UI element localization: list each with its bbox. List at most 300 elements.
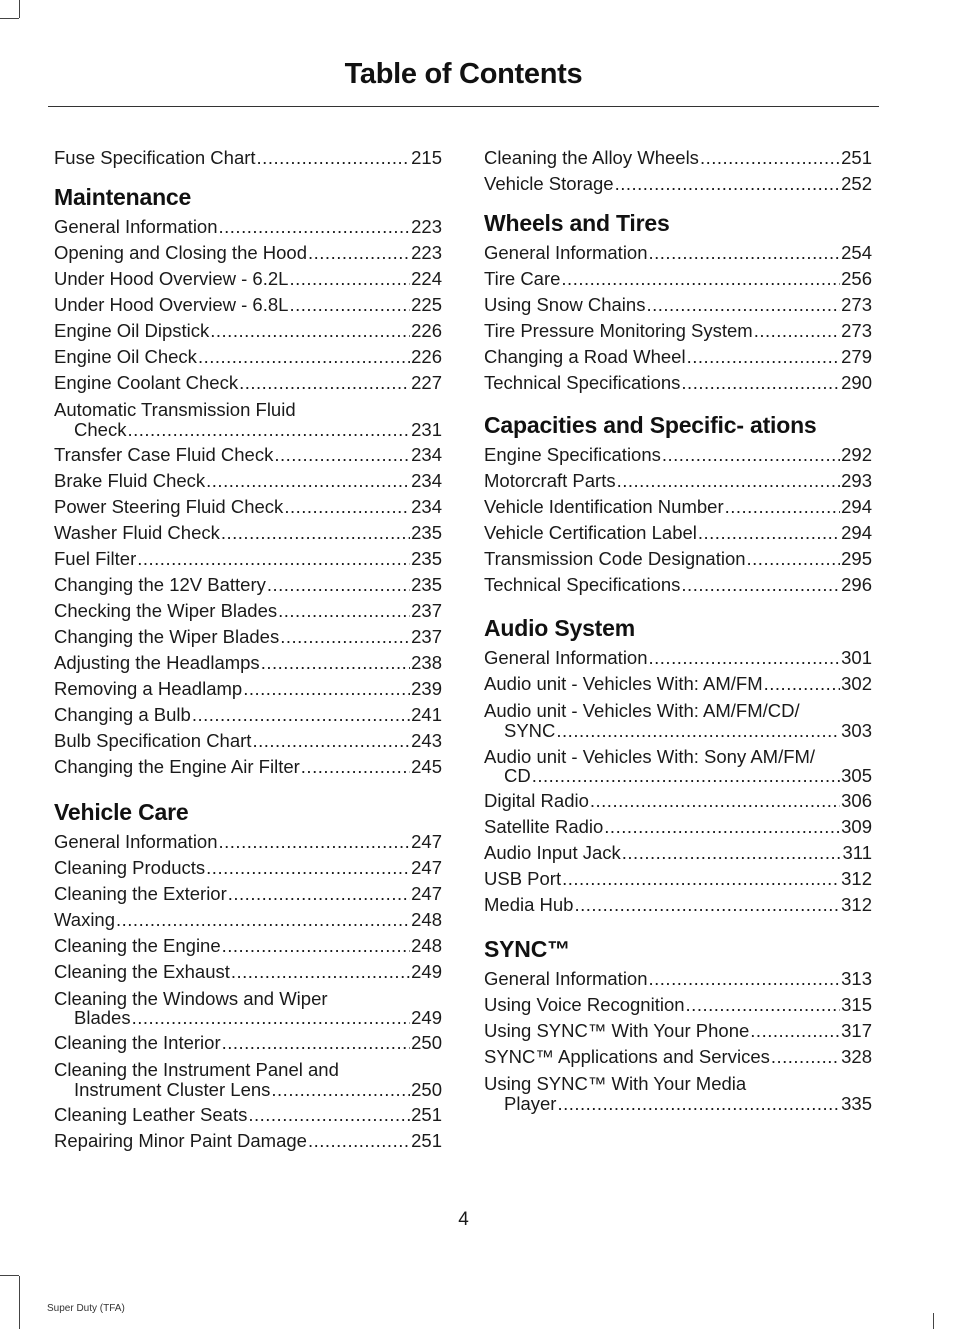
toc-entry[interactable] [484, 344, 872, 370]
toc-entry-row [54, 344, 442, 370]
toc-entry[interactable] [54, 145, 442, 171]
toc-entry-title: Opening and Closing the Hood [54, 242, 308, 263]
toc-section [54, 798, 442, 1154]
dot-leader [561, 266, 840, 292]
toc-entry-title: Washer Fluid Check [54, 521, 220, 543]
toc-entry-row [54, 624, 442, 650]
toc-entry-title: Instrument Cluster Lens [74, 1078, 271, 1100]
toc-entry[interactable] [54, 985, 442, 1031]
toc-entry-page: 273 [841, 294, 872, 315]
toc-entry[interactable] [54, 881, 442, 907]
toc-entry[interactable] [54, 933, 442, 959]
toc-entry[interactable] [54, 344, 442, 370]
toc-entry[interactable] [54, 1030, 442, 1056]
toc-entry-title: Brake Fluid Check [54, 469, 206, 491]
toc-entry[interactable] [54, 520, 442, 546]
toc-entry[interactable] [484, 572, 872, 598]
toc-entry[interactable] [54, 907, 442, 933]
dot-leader [557, 1094, 840, 1114]
dot-leader [747, 546, 841, 572]
toc-entry-row [54, 907, 442, 933]
toc-entry-page: 235 [411, 547, 442, 569]
toc-entry-row [484, 966, 872, 992]
toc-entry-row [54, 572, 442, 598]
toc-entry-page: 239 [411, 677, 442, 699]
toc-entry-page: 311 [842, 842, 872, 863]
toc-entry-title: Fuse Specification Chart [54, 147, 256, 168]
toc-entry-row [484, 788, 872, 814]
toc-entry-title: Vehicle Storage [484, 173, 614, 194]
toc-entry-row [54, 702, 442, 728]
toc-entry-page: 315 [841, 994, 872, 1015]
toc-entry[interactable] [54, 598, 442, 624]
toc-entry-page: 309 [841, 816, 872, 837]
toc-entry[interactable] [484, 645, 872, 671]
toc-entry-page: 251 [411, 1129, 442, 1151]
toc-entry-row [54, 214, 442, 240]
crop-mark [0, 18, 19, 19]
toc-entry-row [484, 1018, 872, 1044]
toc-entry-title-line: Automatic Transmission Fluid [54, 399, 296, 420]
toc-entry-row [54, 266, 442, 292]
dot-leader [649, 645, 841, 671]
toc-entry-title: Bulb Specification Chart [54, 729, 252, 751]
toc-entry-page: 243 [411, 729, 442, 751]
toc-entry-page: 249 [411, 1007, 442, 1028]
toc-entry-list [54, 145, 442, 171]
toc-entry-page: 301 [841, 647, 872, 668]
dot-leader [617, 468, 841, 494]
toc-entry-page: 248 [411, 908, 442, 930]
dot-leader [646, 292, 840, 318]
toc-entry-page: 231 [411, 418, 442, 440]
toc-entry-page: 250 [411, 1032, 442, 1053]
toc-entry[interactable] [54, 572, 442, 598]
toc-entry-row [54, 676, 442, 702]
toc-entry-row [484, 840, 872, 866]
toc-left-column [54, 145, 442, 1154]
section-heading: Audio System [484, 615, 635, 641]
toc-entry[interactable] [54, 1102, 442, 1128]
toc-entry-title: Audio unit - Vehicles With: AM/FM [484, 673, 763, 694]
toc-entry-title: Transfer Case Fluid Check [54, 443, 274, 465]
dot-leader [615, 171, 841, 197]
toc-entry[interactable] [484, 697, 872, 743]
toc-entry-page: 241 [411, 703, 442, 725]
crop-mark [0, 1275, 19, 1276]
toc-entry[interactable] [484, 494, 872, 520]
toc-entry-row [54, 370, 442, 396]
toc-entry[interactable] [54, 240, 442, 266]
footer-label: Super Duty (TFA) [47, 1303, 125, 1314]
toc-entry-title-line: Using SYNC™ With Your Media [484, 1073, 747, 1094]
toc-entry[interactable] [54, 1128, 442, 1154]
toc-entry[interactable] [54, 855, 442, 881]
toc-entry-title: Check [74, 418, 127, 440]
dot-leader [274, 442, 410, 468]
toc-entry-row [54, 420, 442, 440]
toc-entry-page: 317 [841, 1020, 872, 1041]
toc-entry[interactable] [484, 866, 872, 892]
toc-entry[interactable] [54, 650, 442, 676]
page-number: 4 [458, 1209, 469, 1230]
toc-entry[interactable] [54, 728, 442, 754]
dot-leader [257, 145, 411, 171]
toc-entry-page: 328 [841, 1046, 872, 1067]
toc-entry-row [54, 145, 442, 171]
dot-leader [574, 892, 840, 918]
toc-entry[interactable] [54, 266, 442, 292]
toc-entry-row [54, 598, 442, 624]
toc-entry-title-line: Audio unit - Vehicles With: Sony AM/FM/ [484, 745, 816, 767]
toc-entry-page: 247 [411, 830, 442, 852]
section-heading: Wheels and Tires [484, 210, 670, 236]
toc-entry-page: 223 [411, 216, 442, 237]
dot-leader [222, 1030, 411, 1056]
toc-entry-title: Engine Oil Check [54, 346, 197, 367]
toc-entry[interactable] [484, 814, 872, 840]
toc-entry-title: Repairing Minor Paint Damage [54, 1129, 307, 1151]
toc-entry[interactable] [484, 788, 872, 814]
toc-entry-row [484, 171, 872, 197]
dot-leader [210, 318, 410, 344]
section-heading: SYNC™ [484, 936, 570, 962]
toc-entry-row [484, 892, 872, 918]
toc-section [484, 212, 872, 396]
toc-entry-row [54, 650, 442, 676]
toc-entry-page: 251 [841, 147, 872, 168]
dot-leader [231, 959, 410, 985]
toc-entry-title: Engine Specifications [484, 444, 661, 465]
toc-entry-page: 245 [411, 755, 442, 777]
dot-leader [698, 520, 840, 546]
toc-section [54, 186, 442, 780]
toc-entry-page: 292 [841, 444, 872, 465]
toc-entry-row [54, 1102, 442, 1128]
toc-entry[interactable] [54, 442, 442, 468]
toc-entry-row [54, 1008, 442, 1028]
toc-entry[interactable] [484, 145, 872, 171]
toc-entry-title: Vehicle Certification Label [484, 522, 697, 543]
toc-entry-row [54, 959, 442, 985]
toc-entry-page: 252 [841, 173, 872, 194]
toc-entry-row [54, 546, 442, 572]
toc-entry-page: 235 [411, 521, 442, 543]
toc-entry-page: 225 [411, 294, 442, 315]
toc-entry[interactable] [484, 520, 872, 546]
toc-entry[interactable] [54, 396, 442, 442]
dot-leader [228, 881, 410, 907]
toc-entry-row [484, 814, 872, 840]
toc-entry[interactable] [54, 370, 442, 396]
toc-entry[interactable] [54, 494, 442, 520]
toc-entry-title: SYNC [504, 719, 556, 741]
toc-entry-row [484, 1044, 872, 1070]
toc-entry[interactable] [54, 214, 442, 240]
dot-leader [562, 866, 840, 892]
toc-entry-row [484, 344, 872, 370]
dot-leader [700, 145, 840, 171]
toc-entry-row [484, 520, 872, 546]
toc-entry[interactable] [484, 1018, 872, 1044]
toc-entry[interactable] [484, 370, 872, 396]
section-heading: Vehicle Care [54, 798, 189, 825]
toc-entry[interactable] [484, 266, 872, 292]
toc-entry-row [54, 1128, 442, 1154]
toc-entry-title: Checking the Wiper Blades [54, 599, 278, 621]
toc-entry-title: Cleaning the Exterior [54, 882, 227, 904]
toc-entry-title: Motorcraft Parts [484, 470, 616, 491]
dot-leader [681, 572, 840, 598]
toc-entry-row [484, 145, 872, 171]
toc-entry[interactable] [54, 546, 442, 572]
toc-entry[interactable] [484, 671, 872, 697]
dot-leader [132, 1008, 411, 1028]
toc-entry[interactable] [484, 468, 872, 494]
dot-leader [127, 420, 410, 440]
dot-leader [221, 520, 410, 546]
toc-entry-page: 294 [841, 522, 872, 543]
dot-leader [687, 344, 841, 370]
toc-entry-row [54, 1080, 442, 1100]
toc-section [484, 145, 872, 197]
toc-entry-title: Changing the Engine Air Filter [54, 755, 300, 777]
toc-entry-row [484, 866, 872, 892]
toc-entry-row [54, 933, 442, 959]
toc-entry-row [54, 520, 442, 546]
toc-entry[interactable] [54, 292, 442, 318]
dot-leader [556, 721, 840, 741]
toc-entry-list [484, 442, 872, 598]
toc-entry-page: 234 [411, 469, 442, 491]
dot-leader [289, 292, 410, 318]
toc-entry-title: Power Steering Fluid Check [54, 495, 284, 517]
toc-entry[interactable] [484, 892, 872, 918]
toc-entry-title: USB Port [484, 868, 562, 889]
toc-entry-row [54, 318, 442, 344]
dot-leader [604, 814, 840, 840]
toc-entry-title: Changing a Bulb [54, 703, 191, 725]
toc-entry-page: 313 [841, 968, 872, 989]
toc-entry-title: Removing a Headlamp [54, 677, 243, 699]
toc-entry-title: Cleaning the Alloy Wheels [484, 147, 699, 168]
toc-entry-title: Satellite Radio [484, 816, 604, 837]
dot-leader [248, 1102, 410, 1128]
toc-entry-page: 295 [841, 548, 872, 569]
toc-entry[interactable] [484, 546, 872, 572]
toc-entry-title-line: Audio unit - Vehicles With: AM/FM/CD/ [484, 700, 800, 721]
toc-entry-page: 237 [411, 599, 442, 621]
toc-entry-page: 250 [411, 1078, 442, 1100]
toc-entry[interactable] [54, 754, 442, 780]
dot-leader [649, 966, 841, 992]
dot-leader [308, 1128, 410, 1154]
dot-leader [267, 572, 410, 598]
dot-leader [219, 829, 411, 855]
toc-entry-row [484, 671, 872, 697]
toc-entry-page: 238 [411, 651, 442, 673]
dot-leader [284, 494, 410, 520]
toc-entry-row [54, 728, 442, 754]
toc-section [54, 145, 442, 171]
toc-entry-page: 312 [841, 894, 872, 915]
dot-leader [725, 494, 841, 520]
toc-entry-title: Cleaning the Engine [54, 934, 221, 956]
toc-entry-title: CD [504, 765, 531, 786]
dot-leader [622, 840, 842, 866]
dot-leader [219, 214, 411, 240]
toc-entry-row [484, 546, 872, 572]
dot-leader [239, 370, 410, 396]
toc-entry-page: 226 [411, 320, 442, 341]
toc-entry-title: Engine Coolant Check [54, 372, 239, 393]
title-divider [48, 106, 879, 107]
dot-leader [198, 344, 410, 370]
toc-entry-page: 234 [411, 495, 442, 517]
toc-entry-page: 335 [841, 1092, 872, 1114]
toc-entry-row [484, 318, 872, 344]
toc-section [484, 617, 872, 918]
toc-entry-title: Using Snow Chains [484, 294, 646, 315]
toc-entry[interactable] [54, 829, 442, 855]
toc-entry-page: 227 [411, 372, 442, 393]
toc-entry-title: Media Hub [484, 894, 574, 915]
toc-entry-page: 234 [411, 443, 442, 465]
toc-entry-title: General Information [484, 242, 648, 263]
toc-entry-list [54, 214, 442, 780]
toc-entry[interactable] [484, 442, 872, 468]
toc-entry-row [54, 829, 442, 855]
toc-entry-title: General Information [54, 216, 218, 237]
toc-entry[interactable] [484, 1044, 872, 1070]
dot-leader [243, 676, 410, 702]
toc-entry-row [54, 855, 442, 881]
toc-entry-row [484, 266, 872, 292]
toc-entry-title: Vehicle Identification Number [484, 496, 724, 517]
dot-leader [750, 1018, 840, 1044]
toc-entry-row [484, 292, 872, 318]
toc-entry[interactable] [54, 318, 442, 344]
toc-entry[interactable] [54, 702, 442, 728]
section-heading: Capacities and Specific- ations [484, 412, 817, 438]
toc-entry-title: Cleaning the Interior [54, 1032, 221, 1053]
toc-entry-row [484, 370, 872, 396]
toc-entry[interactable] [484, 743, 872, 789]
toc-entry-title: Technical Specifications [484, 574, 681, 595]
dot-leader [222, 933, 410, 959]
dot-leader [289, 266, 410, 292]
dot-leader [662, 442, 840, 468]
toc-entry-row [54, 754, 442, 780]
toc-entry-row [54, 468, 442, 494]
toc-entry-list [484, 145, 872, 197]
toc-entry-row [484, 992, 872, 1018]
toc-entry-page: 306 [841, 790, 872, 811]
toc-entry[interactable] [54, 624, 442, 650]
section-heading: Maintenance [54, 184, 192, 210]
toc-entry[interactable] [484, 292, 872, 318]
toc-entry-page: 226 [411, 346, 442, 367]
toc-entry[interactable] [484, 171, 872, 197]
toc-entry-row [484, 721, 872, 741]
dot-leader [754, 318, 840, 344]
toc-entry-page: 247 [411, 882, 442, 904]
toc-entry-title-line: Cleaning the Instrument Panel and [54, 1059, 339, 1080]
toc-entry[interactable] [54, 468, 442, 494]
toc-entry[interactable] [484, 992, 872, 1018]
toc-entry-page: 305 [841, 765, 872, 786]
dot-leader [308, 240, 410, 266]
toc-entry-row [484, 766, 872, 786]
toc-entry-title: Cleaning the Exhaust [54, 960, 230, 982]
toc-entry-title-line: Cleaning the Windows and Wiper [54, 987, 328, 1009]
toc-entry-row [54, 1030, 442, 1056]
toc-entry-page: 224 [411, 268, 442, 289]
toc-entry[interactable] [484, 840, 872, 866]
toc-entry[interactable] [484, 1070, 872, 1116]
toc-entry-title: Changing the Wiper Blades [54, 625, 280, 647]
toc-entry-page: 223 [411, 242, 442, 263]
toc-entry-title: Tire Pressure Monitoring System [484, 320, 753, 341]
toc-entry-title: SYNC™ Applications and Services [484, 1046, 770, 1067]
crop-mark [933, 1313, 934, 1329]
toc-entry-page: 302 [841, 673, 872, 694]
toc-entry-page: 247 [411, 856, 442, 878]
toc-entry-title: General Information [54, 830, 218, 852]
toc-entry-page: 254 [841, 242, 872, 263]
dot-leader [681, 370, 840, 396]
toc-entry-list [484, 240, 872, 396]
toc-entry-row [484, 468, 872, 494]
toc-entry-row [484, 1094, 872, 1114]
toc-entry-page: 293 [841, 470, 872, 491]
crop-mark [19, 1276, 20, 1329]
crop-mark [19, 0, 20, 18]
dot-leader [252, 728, 410, 754]
page-title: Table of Contents [344, 58, 583, 90]
dot-leader [206, 468, 410, 494]
toc-entry[interactable] [484, 966, 872, 992]
toc-entry[interactable] [484, 240, 872, 266]
dot-leader [764, 671, 840, 697]
dot-leader [590, 788, 840, 814]
toc-right-column [484, 145, 872, 1116]
toc-entry-title: Blades [74, 1007, 131, 1028]
toc-entry-row [54, 494, 442, 520]
toc-entry-page: 251 [411, 1103, 442, 1125]
toc-entry[interactable] [54, 676, 442, 702]
toc-entry[interactable] [54, 1056, 442, 1102]
toc-entry-row [54, 240, 442, 266]
toc-entry-page: 290 [841, 372, 872, 393]
dot-leader [649, 240, 841, 266]
toc-entry-title: Adjusting the Headlamps [54, 651, 260, 673]
dot-leader [192, 702, 410, 728]
dot-leader [280, 624, 410, 650]
toc-entry-title: Waxing [54, 908, 116, 930]
toc-entry-page: 248 [411, 934, 442, 956]
toc-entry[interactable] [54, 959, 442, 985]
toc-entry-page: 312 [841, 868, 872, 889]
toc-entry-list [54, 829, 442, 1154]
toc-entry-title: Under Hood Overview - 6.8L [54, 294, 289, 315]
toc-entry-page: 273 [841, 320, 872, 341]
toc-entry-page: 237 [411, 625, 442, 647]
toc-entry-row [484, 240, 872, 266]
toc-entry[interactable] [484, 318, 872, 344]
toc-entry-title: Cleaning Leather Seats [54, 1103, 248, 1125]
toc-entry-title: Fuel Filter [54, 547, 137, 569]
